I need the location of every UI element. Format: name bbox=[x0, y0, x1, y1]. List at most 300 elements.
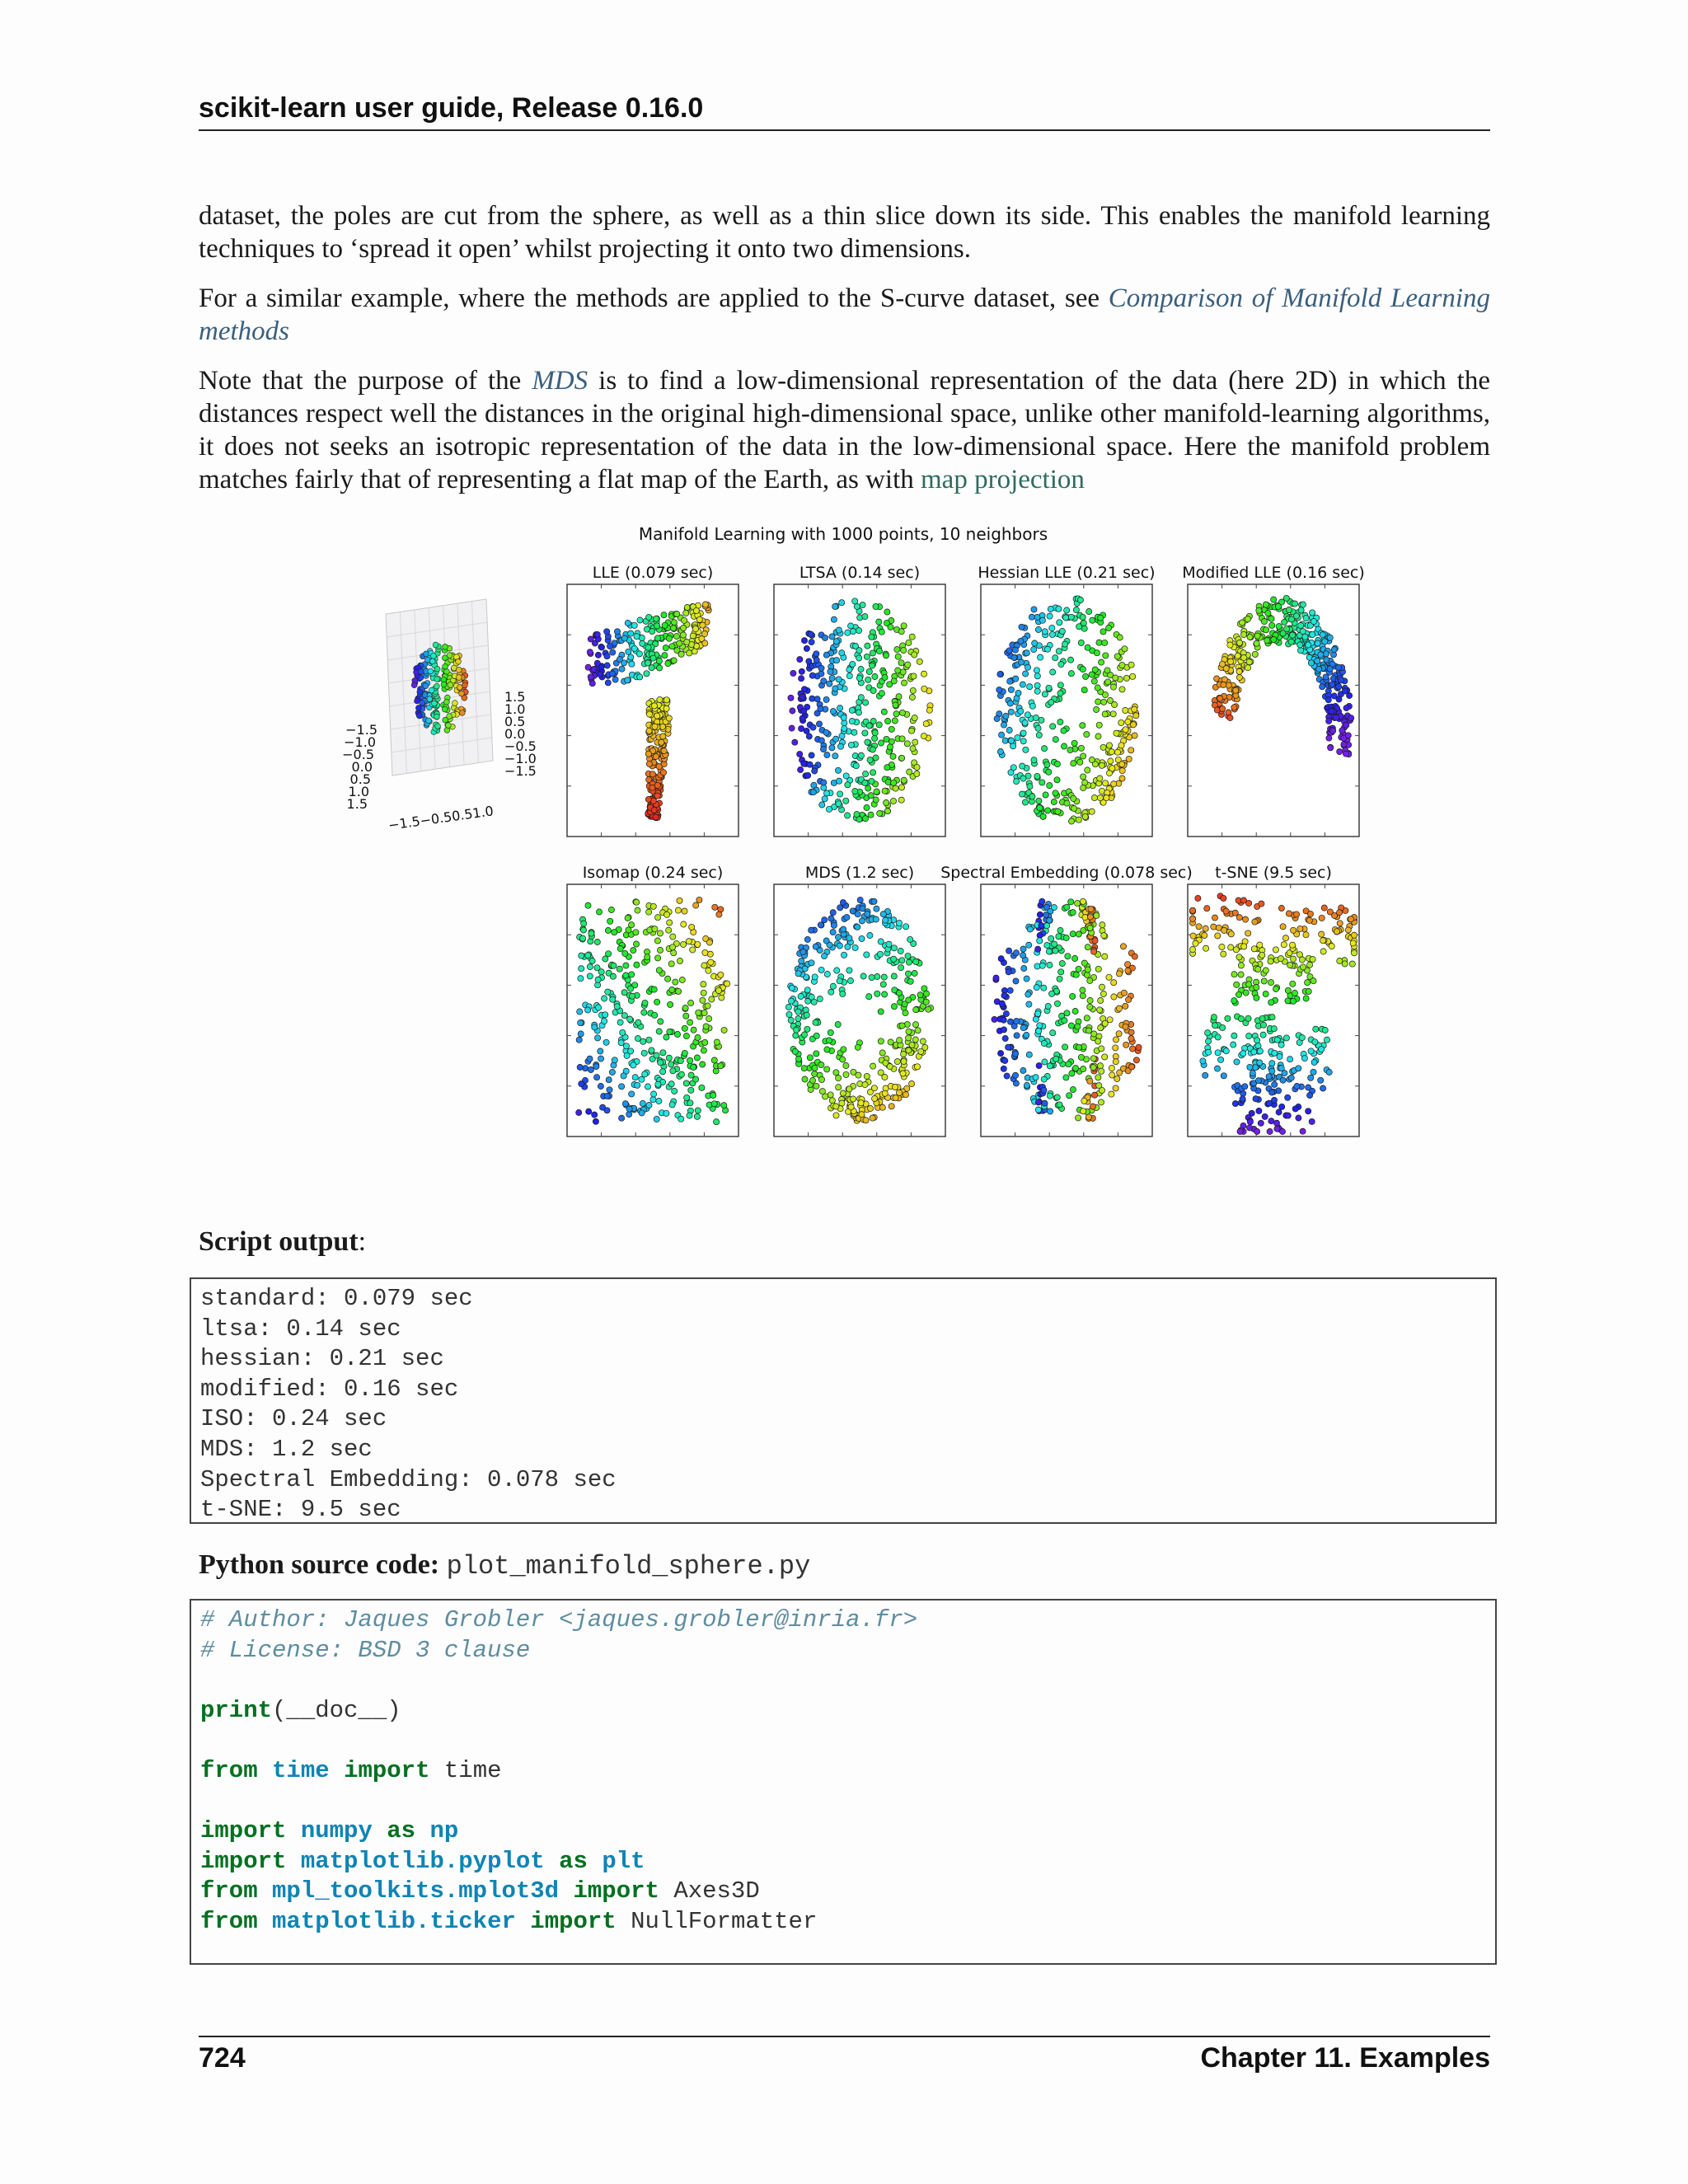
embedding-point bbox=[617, 1019, 623, 1025]
embedding-point bbox=[1064, 904, 1070, 910]
embedding-point bbox=[1236, 668, 1242, 674]
embedding-point bbox=[1062, 1044, 1068, 1050]
embedding-point bbox=[1043, 912, 1049, 918]
embedding-point bbox=[870, 1115, 875, 1121]
embedding-point bbox=[1336, 696, 1342, 702]
embedding-point bbox=[848, 742, 854, 748]
embedding-point bbox=[1280, 1077, 1286, 1083]
embedding-point bbox=[999, 732, 1005, 738]
embedding-point bbox=[1100, 922, 1105, 928]
embedding-point bbox=[625, 677, 631, 683]
output-line: hessian: 0.21 sec bbox=[200, 1345, 444, 1373]
paragraph-2-text: For a similar example, where the methods are applied to the S-curve dataset, see bbox=[199, 284, 1109, 313]
page-number: 724 bbox=[199, 2042, 246, 2074]
embedding-point bbox=[810, 724, 816, 730]
embedding-point bbox=[856, 675, 862, 681]
embedding-point bbox=[899, 710, 905, 715]
embedding-point bbox=[1278, 956, 1283, 962]
embedding-point bbox=[1077, 597, 1083, 602]
embedding-point bbox=[1082, 813, 1088, 819]
embedding-point bbox=[644, 671, 649, 677]
embedding-point bbox=[1034, 673, 1040, 679]
embedding-point bbox=[1048, 1108, 1053, 1114]
embedding-point bbox=[646, 1102, 652, 1108]
embedding-point bbox=[1297, 648, 1303, 654]
embedding-point bbox=[917, 992, 923, 998]
embedding-point bbox=[852, 944, 858, 950]
embedding-point bbox=[874, 991, 880, 996]
embedding-point bbox=[635, 907, 640, 913]
embedding-point bbox=[886, 941, 892, 947]
embedding-point bbox=[1018, 638, 1024, 644]
embedding-point bbox=[1320, 949, 1326, 954]
embedding-point bbox=[619, 1084, 625, 1090]
embedding-point bbox=[578, 976, 584, 982]
embedding-point bbox=[896, 1090, 902, 1095]
embedding-point bbox=[1228, 944, 1234, 950]
embedding-point bbox=[623, 963, 629, 968]
embedding-point bbox=[1081, 753, 1086, 759]
embedding-point bbox=[795, 1056, 801, 1062]
embedding-point bbox=[799, 715, 805, 721]
embedding-point bbox=[1035, 946, 1041, 952]
embedding-point bbox=[868, 793, 874, 799]
embedding-point bbox=[1320, 684, 1325, 690]
embedding-point bbox=[840, 991, 846, 996]
embedding-point bbox=[1227, 642, 1233, 648]
embedding-point bbox=[903, 924, 909, 930]
embedding-point bbox=[923, 721, 929, 727]
embedding-point bbox=[846, 935, 852, 941]
embedding-point bbox=[786, 1011, 792, 1017]
embedding-point bbox=[865, 911, 870, 916]
embedding-point bbox=[818, 1076, 824, 1082]
embedding-point bbox=[1259, 1015, 1265, 1021]
embedding-point bbox=[593, 1064, 599, 1070]
embedding-point bbox=[649, 771, 655, 777]
embedding-point bbox=[818, 671, 824, 677]
embedding-point bbox=[1007, 987, 1013, 993]
embedding-point bbox=[1020, 738, 1026, 744]
output-line: modified: 0.16 sec bbox=[200, 1375, 459, 1403]
embedding-point bbox=[1256, 1108, 1262, 1113]
embedding-point bbox=[1109, 1072, 1115, 1078]
embedding-point bbox=[1113, 1037, 1118, 1043]
embedding-point bbox=[1013, 950, 1019, 956]
embedding-point bbox=[1116, 1031, 1122, 1037]
sphere-point bbox=[427, 696, 433, 702]
embedding-point bbox=[595, 652, 601, 658]
embedding-point bbox=[994, 715, 1000, 721]
embedding-point bbox=[1070, 931, 1076, 937]
embedding-point bbox=[1041, 1076, 1047, 1082]
embedding-point bbox=[649, 785, 655, 790]
embedding-point bbox=[876, 722, 882, 728]
embedding-point bbox=[839, 650, 845, 656]
embedding-point bbox=[1280, 924, 1286, 930]
embedding-point bbox=[679, 977, 685, 982]
embedding-point bbox=[823, 790, 829, 796]
embedding-point bbox=[1254, 1038, 1260, 1043]
embedding-point bbox=[585, 1007, 591, 1013]
embedding-point bbox=[1112, 701, 1118, 707]
embedding-point bbox=[687, 1100, 693, 1106]
embedding-point bbox=[646, 761, 652, 766]
embedding-point bbox=[1313, 1026, 1319, 1032]
sphere-point bbox=[434, 666, 440, 672]
embedding-point bbox=[865, 643, 870, 649]
embedding-point bbox=[692, 626, 698, 632]
embedding-point bbox=[1269, 1090, 1275, 1095]
embedding-point bbox=[1049, 626, 1055, 631]
embedding-point bbox=[881, 974, 887, 980]
embedding-point bbox=[790, 670, 796, 676]
embedding-point bbox=[1236, 954, 1242, 960]
embedding-point bbox=[595, 977, 601, 982]
embedding-point bbox=[814, 1083, 819, 1089]
embedding-point bbox=[646, 909, 652, 915]
map-projection-link[interactable]: map projection bbox=[921, 465, 1085, 494]
sphere-point bbox=[428, 668, 434, 674]
embedding-point bbox=[1053, 737, 1058, 743]
embedding-point bbox=[1036, 798, 1042, 804]
embedding-point bbox=[1316, 666, 1322, 672]
embedding-point bbox=[824, 971, 830, 977]
embedding-point bbox=[660, 770, 666, 776]
embedding-point bbox=[854, 603, 860, 609]
embedding-point bbox=[1308, 1075, 1314, 1080]
embedding-point bbox=[1071, 740, 1077, 746]
sphere-point bbox=[415, 698, 420, 704]
embedding-point bbox=[617, 946, 623, 952]
sphere-point bbox=[452, 701, 458, 706]
embedding-point bbox=[665, 976, 671, 982]
embedding-point bbox=[1120, 944, 1126, 949]
embedding-point bbox=[839, 733, 845, 739]
embedding-point bbox=[1010, 743, 1016, 749]
panel-title: t-SNE (9.5 sec) bbox=[1215, 864, 1332, 882]
embedding-point bbox=[1245, 930, 1251, 936]
embedding-point bbox=[926, 707, 932, 713]
embedding-point bbox=[1336, 664, 1342, 670]
embedding-point bbox=[1054, 1001, 1060, 1006]
embedding-point bbox=[1081, 626, 1087, 631]
embedding-point bbox=[809, 927, 814, 933]
embedding-point bbox=[701, 982, 706, 987]
embedding-point bbox=[1097, 1007, 1103, 1013]
axis3d-tick-label: 0.5 bbox=[349, 771, 371, 787]
embedding-point bbox=[611, 963, 617, 968]
embedding-point bbox=[1334, 715, 1339, 720]
embedding-point bbox=[609, 671, 615, 677]
embedding-point bbox=[651, 987, 657, 992]
embedding-point bbox=[836, 801, 842, 807]
embedding-point bbox=[640, 1038, 646, 1044]
embedding-point bbox=[1323, 674, 1329, 680]
embedding-point bbox=[1001, 1066, 1006, 1071]
embedding-point bbox=[1119, 776, 1125, 781]
embedding-point bbox=[1315, 658, 1320, 663]
embedding-point bbox=[635, 1082, 640, 1088]
embedding-point bbox=[1231, 705, 1237, 710]
embedding-point bbox=[1238, 963, 1244, 968]
embedding-point bbox=[700, 1062, 706, 1067]
embedding-point bbox=[909, 634, 915, 640]
embedding-point bbox=[845, 630, 851, 635]
embedding-point bbox=[999, 1001, 1005, 1006]
embedding-point bbox=[789, 985, 795, 991]
embedding-point bbox=[1123, 1024, 1128, 1029]
embedding-point bbox=[1269, 1061, 1275, 1066]
comparison-link[interactable]: Comparison of Manifold Learning methods bbox=[199, 284, 1490, 346]
embedding-point bbox=[1057, 976, 1062, 982]
sphere-point bbox=[434, 683, 440, 689]
embedding-point bbox=[867, 932, 873, 938]
embedding-point bbox=[1309, 1118, 1315, 1124]
embedding-point bbox=[663, 645, 668, 651]
embedding-point bbox=[1337, 958, 1343, 963]
embedding-point bbox=[1326, 735, 1332, 741]
embedding-point bbox=[901, 1052, 907, 1057]
embedding-point bbox=[1125, 962, 1131, 968]
embedding-point bbox=[865, 739, 870, 745]
embedding-point bbox=[798, 993, 804, 999]
embedding-point bbox=[921, 686, 927, 691]
embedding-point bbox=[1263, 968, 1268, 973]
embedding-point bbox=[1020, 1025, 1026, 1031]
embedding-point bbox=[842, 725, 847, 731]
axis3d-tick-label: 0.0 bbox=[504, 726, 526, 742]
embedding-point bbox=[1047, 962, 1053, 968]
embedding-point bbox=[804, 987, 810, 993]
embedding-point bbox=[1087, 914, 1093, 920]
embedding-point bbox=[869, 778, 874, 784]
embedding-point bbox=[1285, 987, 1291, 993]
embedding-point bbox=[1083, 673, 1089, 679]
embedding-point bbox=[628, 1048, 634, 1054]
embedding-point bbox=[630, 993, 635, 999]
embedding-point bbox=[891, 678, 897, 684]
embedding-point bbox=[1049, 631, 1055, 637]
sphere-point bbox=[420, 700, 425, 705]
embedding-point bbox=[683, 610, 689, 616]
embedding-point bbox=[1293, 912, 1299, 917]
embedding-point bbox=[1245, 1015, 1251, 1021]
embedding-point bbox=[682, 1050, 687, 1056]
axis3d-tick-label: 1.5 bbox=[346, 796, 368, 812]
embedding-point bbox=[801, 708, 807, 714]
embedding-point bbox=[1303, 616, 1309, 621]
embedding-point bbox=[1092, 938, 1098, 944]
embedding-point bbox=[1221, 927, 1227, 933]
embedding-point bbox=[646, 614, 652, 620]
embedding-point bbox=[668, 1062, 674, 1067]
embedding-point bbox=[1027, 784, 1033, 790]
embedding-point bbox=[860, 973, 866, 979]
embedding-point bbox=[1130, 722, 1136, 728]
embedding-point bbox=[652, 1012, 658, 1018]
embedding-point bbox=[1253, 1096, 1259, 1102]
embedding-point bbox=[1063, 1075, 1069, 1080]
embedding-point bbox=[813, 1019, 818, 1025]
embedding-point bbox=[907, 769, 912, 775]
embedding-point bbox=[846, 968, 852, 973]
embedding-point bbox=[879, 691, 884, 696]
embedding-point bbox=[1031, 607, 1037, 612]
embedding-point bbox=[1351, 950, 1357, 956]
embedding-point bbox=[1133, 713, 1139, 719]
embedding-point bbox=[843, 1062, 849, 1068]
embedding-point bbox=[1091, 949, 1097, 954]
embedding-point bbox=[851, 629, 856, 635]
embedding-point bbox=[1123, 1042, 1129, 1047]
embedding-point bbox=[1118, 719, 1124, 725]
embedding-point bbox=[1053, 948, 1058, 954]
embedding-point bbox=[1246, 1125, 1252, 1131]
embedding-point bbox=[1123, 707, 1128, 713]
embedding-point bbox=[1324, 657, 1329, 663]
embedding-point bbox=[640, 1100, 645, 1106]
embedding-point bbox=[1020, 953, 1026, 958]
paragraph-3-text: Note that the purpose of the bbox=[199, 366, 532, 396]
embedding-point bbox=[674, 1031, 680, 1037]
embedding-point bbox=[828, 669, 833, 675]
embedding-point bbox=[1231, 998, 1237, 1004]
embedding-point bbox=[668, 1081, 674, 1087]
embedding-point bbox=[812, 1065, 818, 1071]
sphere-point bbox=[424, 651, 429, 657]
sphere-point bbox=[457, 685, 462, 691]
embedding-point bbox=[1026, 1001, 1032, 1007]
embedding-point bbox=[1031, 647, 1037, 653]
embedding-point bbox=[654, 1052, 659, 1058]
embedding-point bbox=[890, 798, 896, 804]
embedding-point bbox=[670, 944, 676, 950]
embedding-point bbox=[1290, 956, 1296, 962]
embedding-point bbox=[1306, 1108, 1311, 1114]
embedding-point bbox=[864, 1073, 870, 1079]
embedding-point bbox=[1262, 1113, 1268, 1119]
embedding-point bbox=[700, 997, 706, 1003]
embedding-point bbox=[678, 1058, 683, 1064]
embedding-point bbox=[1257, 942, 1263, 948]
embedding-point bbox=[623, 972, 629, 978]
source-filename[interactable]: plot_manifold_sphere.py bbox=[446, 1551, 811, 1582]
embedding-point bbox=[646, 1037, 652, 1043]
embedding-point bbox=[1259, 952, 1265, 958]
embedding-point bbox=[842, 952, 847, 958]
embedding-point bbox=[701, 1010, 707, 1015]
embedding-point bbox=[639, 1076, 645, 1082]
embedding-point bbox=[1241, 654, 1247, 660]
embedding-point bbox=[1263, 602, 1268, 607]
axis3d-tick-label: −1.0 bbox=[504, 751, 537, 766]
embedding-point bbox=[829, 1098, 835, 1104]
embedding-point bbox=[1273, 986, 1278, 991]
sphere-point bbox=[433, 642, 438, 648]
embedding-point bbox=[675, 907, 681, 913]
embedding-point bbox=[1271, 636, 1277, 642]
embedding-point bbox=[878, 740, 884, 746]
embedding-point bbox=[889, 738, 894, 744]
embedding-point bbox=[870, 687, 876, 693]
embedding-point bbox=[1081, 1066, 1086, 1072]
embedding-point bbox=[839, 1100, 845, 1106]
embedding-point bbox=[788, 998, 794, 1004]
embedding-point bbox=[1106, 625, 1112, 630]
embedding-point bbox=[1071, 805, 1077, 811]
embedding-point bbox=[596, 1005, 602, 1010]
embedding-point bbox=[901, 1058, 907, 1064]
embedding-point bbox=[1337, 749, 1343, 755]
embedding-point bbox=[809, 673, 815, 678]
embedding-point bbox=[1128, 748, 1134, 753]
embedding-point bbox=[1080, 723, 1085, 729]
embedding-point bbox=[579, 966, 584, 972]
embedding-point bbox=[1128, 1029, 1134, 1035]
embedding-point bbox=[1206, 1049, 1212, 1055]
embedding-point bbox=[1071, 761, 1076, 766]
embedding-point bbox=[658, 1019, 663, 1024]
embedding-point bbox=[1100, 991, 1106, 996]
embedding-point bbox=[1007, 701, 1013, 706]
embedding-point bbox=[1282, 935, 1288, 941]
embedding-point bbox=[1047, 1063, 1053, 1069]
embedding-point bbox=[588, 636, 593, 642]
embedding-point bbox=[1294, 1083, 1300, 1089]
embedding-point bbox=[1084, 732, 1090, 738]
embedding-point bbox=[1048, 606, 1053, 612]
embedding-point bbox=[1097, 776, 1103, 781]
embedding-point bbox=[1311, 978, 1316, 984]
embedding-point bbox=[690, 947, 696, 953]
embedding-point bbox=[635, 1019, 641, 1025]
mds-link[interactable]: MDS bbox=[532, 366, 588, 396]
embedding-point bbox=[837, 978, 842, 984]
embedding-point bbox=[580, 927, 586, 933]
embedding-point bbox=[1232, 1101, 1238, 1107]
embedding-point bbox=[907, 978, 913, 984]
embedding-point bbox=[1260, 1032, 1266, 1038]
embedding-point bbox=[1231, 1042, 1236, 1047]
embedding-point bbox=[702, 949, 708, 955]
embedding-point bbox=[828, 1092, 833, 1098]
embedding-point bbox=[839, 600, 845, 606]
footer-rule bbox=[199, 2036, 1490, 2037]
embedding-point bbox=[1097, 1063, 1103, 1069]
embedding-point bbox=[1035, 626, 1041, 632]
embedding-point bbox=[908, 728, 914, 733]
axis3d-tick-label: −0.5 bbox=[342, 747, 374, 762]
embedding-point bbox=[1286, 911, 1292, 916]
embedding-point bbox=[818, 922, 823, 928]
embedding-point bbox=[867, 1090, 873, 1095]
embedding-point bbox=[626, 1106, 632, 1112]
embedding-point bbox=[888, 1039, 893, 1045]
embedding-point bbox=[1036, 732, 1042, 738]
embedding-point bbox=[864, 654, 870, 659]
embedding-point bbox=[1319, 931, 1325, 937]
embedding-point bbox=[614, 1004, 620, 1010]
embedding-point bbox=[997, 672, 1003, 677]
embedding-point bbox=[1268, 958, 1273, 964]
embedding-point bbox=[724, 981, 730, 987]
embedding-point bbox=[885, 779, 891, 785]
embedding-point bbox=[684, 1094, 690, 1100]
embedding-point bbox=[1046, 685, 1052, 691]
embedding-point bbox=[824, 752, 830, 758]
embedding-point bbox=[614, 629, 620, 635]
